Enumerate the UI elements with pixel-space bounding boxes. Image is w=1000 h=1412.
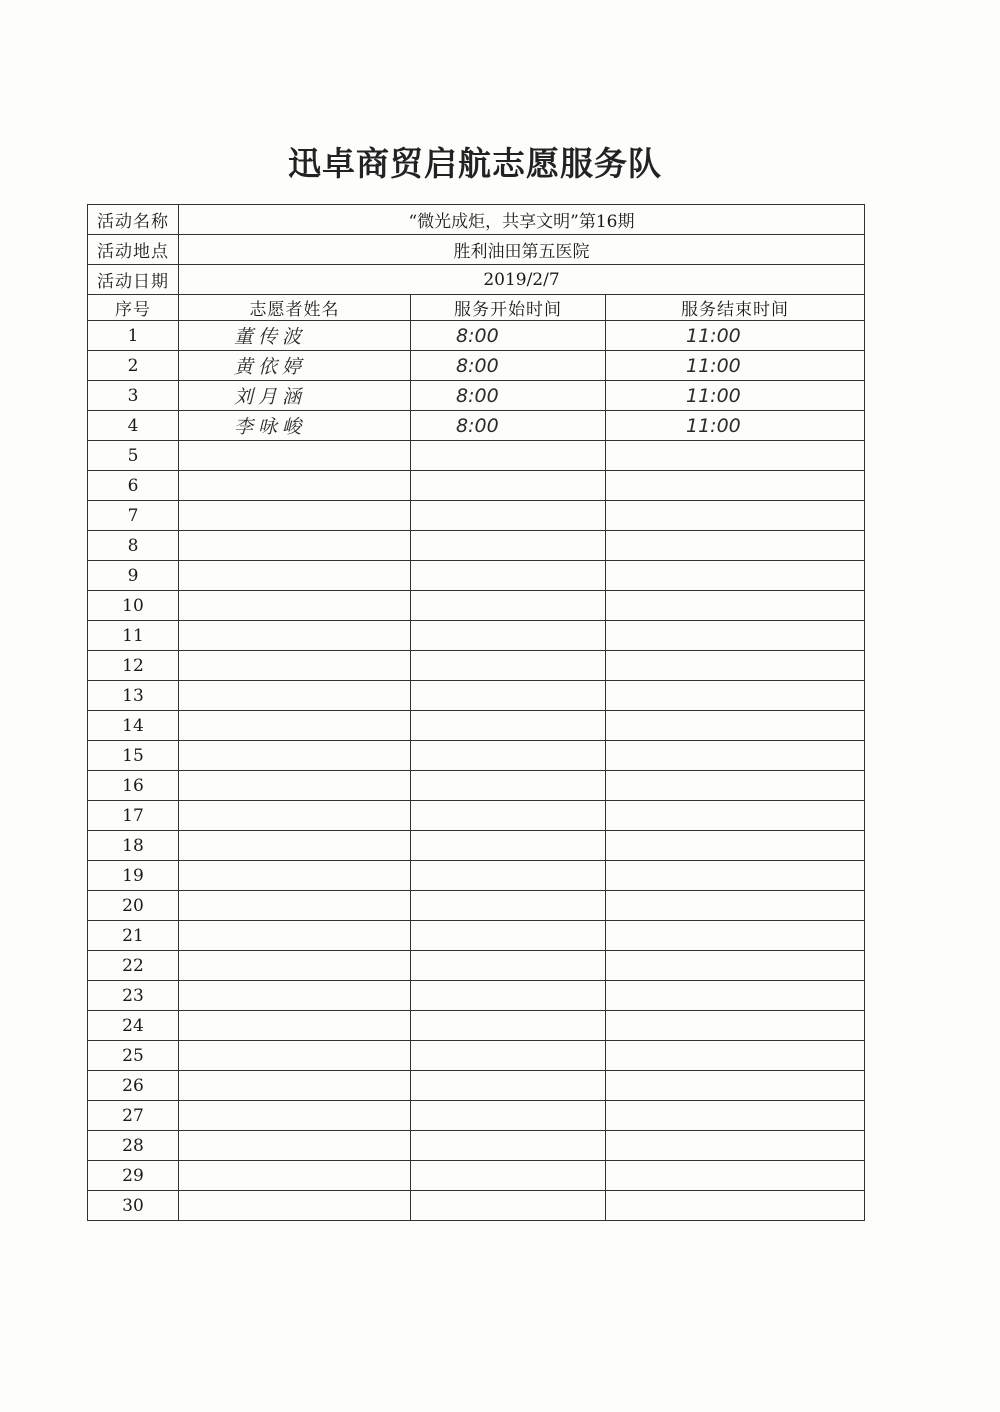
row-end-time: 11:00 [606,351,865,381]
activity-place-value: 胜利油田第五医院 [179,235,865,265]
header-end-time: 服务结束时间 [606,295,865,321]
row-volunteer-name [179,1191,411,1221]
row-seq: 24 [88,1011,179,1041]
row-seq: 15 [88,741,179,771]
activity-place-label: 活动地点 [88,235,179,265]
row-start-time [411,771,606,801]
row-start-time [411,711,606,741]
row-seq: 4 [88,411,179,441]
table-row [88,411,865,441]
row-end-time [606,561,865,591]
activity-date-label: 活动日期 [88,265,179,295]
activity-name-value: “微光成炬，共享文明”第16期 [179,205,865,235]
row-volunteer-name [179,441,411,471]
row-end-time [606,621,865,651]
row-volunteer-name [179,711,411,741]
row-start-time [411,591,606,621]
table-row [88,381,865,411]
row-start-time [411,1041,606,1071]
row-start-time [411,531,606,561]
row-end-time [606,501,865,531]
row-start-time [411,801,606,831]
table-row [88,501,865,531]
row-seq: 23 [88,981,179,1011]
row-volunteer-name [179,891,411,921]
row-seq: 13 [88,681,179,711]
table-row [88,1101,865,1131]
table-row [88,441,865,471]
table-row [88,711,865,741]
row-seq: 30 [88,1191,179,1221]
row-start-time [411,831,606,861]
row-volunteer-name [179,1131,411,1161]
row-start-time: 8:00 [411,321,606,351]
row-volunteer-name [179,1101,411,1131]
row-volunteer-name: 刘月涵 [179,381,411,411]
table-row [88,681,865,711]
row-volunteer-name [179,621,411,651]
row-start-time [411,561,606,591]
row-end-time [606,531,865,561]
row-end-time [606,921,865,951]
row-seq: 18 [88,831,179,861]
table-row [88,1191,865,1221]
row-start-time: 8:00 [411,351,606,381]
row-start-time [411,1011,606,1041]
row-volunteer-name [179,531,411,561]
row-seq: 10 [88,591,179,621]
row-volunteer-name [179,501,411,531]
row-volunteer-name [179,1041,411,1071]
row-start-time [411,471,606,501]
row-start-time [411,951,606,981]
table-row [88,1071,865,1101]
row-end-time [606,1041,865,1071]
row-end-time [606,1131,865,1161]
row-end-time [606,651,865,681]
table-row [88,1041,865,1071]
row-start-time [411,1161,606,1191]
table-row [88,1161,865,1191]
row-start-time: 8:00 [411,381,606,411]
table-row [88,801,865,831]
row-seq: 17 [88,801,179,831]
table-row [88,591,865,621]
table-row [88,891,865,921]
row-seq: 20 [88,891,179,921]
row-end-time [606,1101,865,1131]
row-volunteer-name: 黄依婷 [179,351,411,381]
row-volunteer-name [179,471,411,501]
row-volunteer-name [179,591,411,621]
row-seq: 27 [88,1101,179,1131]
row-volunteer-name [179,1011,411,1041]
table-row [88,771,865,801]
row-volunteer-name [179,1071,411,1101]
row-start-time [411,891,606,921]
row-end-time [606,441,865,471]
table-row [88,981,865,1011]
row-start-time [411,1131,606,1161]
row-seq: 19 [88,861,179,891]
row-start-time [411,921,606,951]
row-volunteer-name [179,951,411,981]
row-volunteer-name [179,681,411,711]
table-row [88,741,865,771]
row-volunteer-name [179,861,411,891]
table-row [88,621,865,651]
activity-place-row [88,235,865,265]
volunteer-sign-in-table [87,204,865,1221]
row-volunteer-name [179,831,411,861]
table-row [88,1131,865,1161]
row-seq: 9 [88,561,179,591]
table-row [88,1011,865,1041]
row-volunteer-name [179,1161,411,1191]
row-start-time [411,651,606,681]
table-row [88,471,865,501]
row-seq: 5 [88,441,179,471]
row-seq: 6 [88,471,179,501]
table-row [88,921,865,951]
row-volunteer-name: 李咏峻 [179,411,411,441]
table-header-row [88,295,865,321]
row-end-time [606,831,865,861]
row-seq: 16 [88,771,179,801]
row-end-time: 11:00 [606,381,865,411]
row-volunteer-name [179,801,411,831]
header-volunteer-name: 志愿者姓名 [179,295,411,321]
row-start-time [411,621,606,651]
row-seq: 22 [88,951,179,981]
row-seq: 3 [88,381,179,411]
row-end-time: 11:00 [606,321,865,351]
row-start-time [411,1101,606,1131]
row-start-time [411,741,606,771]
row-end-time [606,1191,865,1221]
row-end-time [606,591,865,621]
row-seq: 7 [88,501,179,531]
row-end-time: 11:00 [606,411,865,441]
row-start-time [411,861,606,891]
row-volunteer-name [179,921,411,951]
row-seq: 1 [88,321,179,351]
row-end-time [606,471,865,501]
row-seq: 26 [88,1071,179,1101]
table-row [88,351,865,381]
table-row [88,531,865,561]
row-end-time [606,951,865,981]
table-row [88,831,865,861]
header-seq: 序号 [88,295,179,321]
row-start-time [411,981,606,1011]
row-end-time [606,741,865,771]
table-row [88,861,865,891]
row-seq: 14 [88,711,179,741]
table-row [88,321,865,351]
row-end-time [606,861,865,891]
row-volunteer-name [179,771,411,801]
row-start-time [411,501,606,531]
row-end-time [606,1071,865,1101]
row-start-time [411,681,606,711]
row-seq: 21 [88,921,179,951]
table-row [88,951,865,981]
row-end-time [606,1161,865,1191]
activity-name-label: 活动名称 [88,205,179,235]
row-seq: 11 [88,621,179,651]
row-seq: 25 [88,1041,179,1071]
row-seq: 2 [88,351,179,381]
row-volunteer-name [179,561,411,591]
table-row [88,561,865,591]
row-start-time [411,441,606,471]
row-end-time [606,981,865,1011]
row-volunteer-name [179,651,411,681]
activity-name-row [88,205,865,235]
row-end-time [606,771,865,801]
row-seq: 8 [88,531,179,561]
row-volunteer-name [179,741,411,771]
row-end-time [606,891,865,921]
row-start-time [411,1071,606,1101]
row-end-time [606,801,865,831]
header-start-time: 服务开始时间 [411,295,606,321]
row-volunteer-name: 董传波 [179,321,411,351]
document-title: 迅卓商贸启航志愿服务队 [288,144,662,183]
row-volunteer-name [179,981,411,1011]
row-seq: 29 [88,1161,179,1191]
row-end-time [606,711,865,741]
row-seq: 28 [88,1131,179,1161]
activity-date-value: 2019/2/7 [179,265,865,295]
row-start-time [411,1191,606,1221]
row-seq: 12 [88,651,179,681]
row-end-time [606,1011,865,1041]
table-row [88,651,865,681]
row-end-time [606,681,865,711]
row-start-time: 8:00 [411,411,606,441]
activity-date-row [88,265,865,295]
